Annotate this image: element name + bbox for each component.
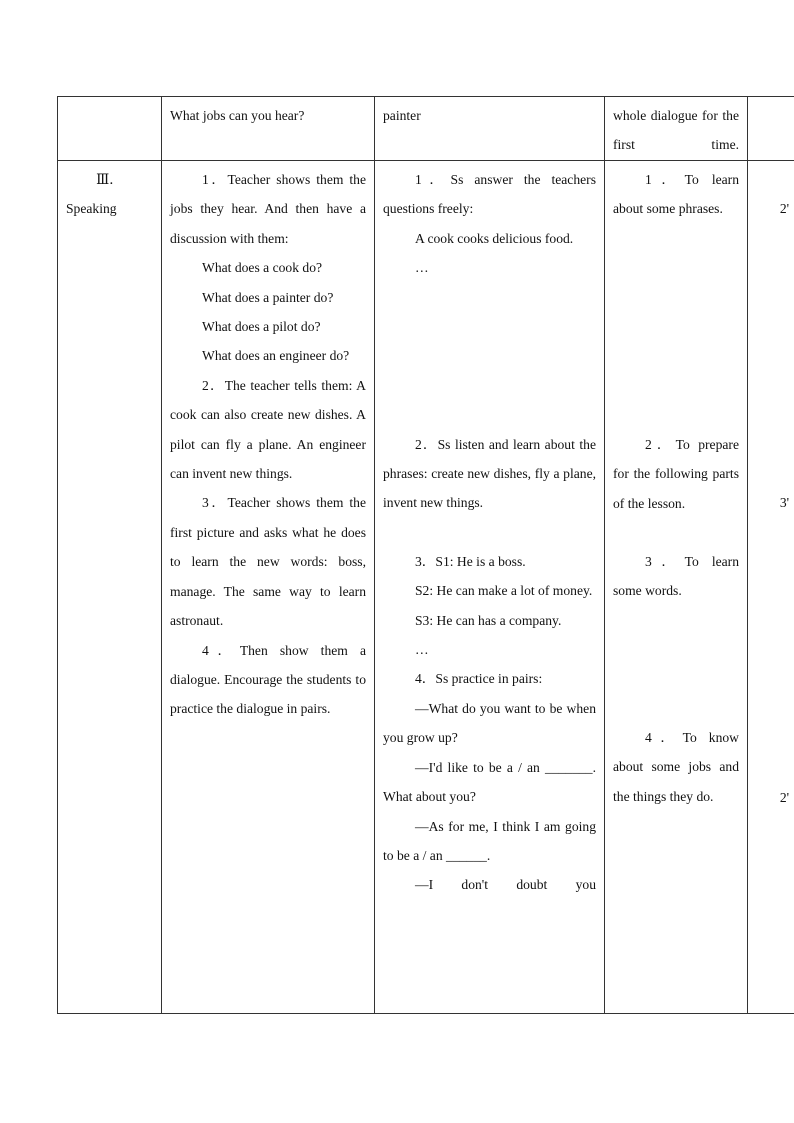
student-activity-cell bbox=[375, 97, 605, 161]
time-2: 3' bbox=[779, 495, 790, 511]
teacher-step-1: 1．Teacher shows them the jobs they hear. And then have a discussion with them: bbox=[170, 172, 366, 246]
student-step-3: 3．S1: He is a boss. bbox=[415, 553, 526, 569]
student-activity-cell bbox=[375, 161, 605, 1014]
teacher-question: What does an engineer do? bbox=[202, 348, 350, 364]
purpose-4: 4．To know about some jobs and the things they do. bbox=[613, 729, 739, 804]
stage-cell bbox=[58, 97, 162, 161]
time-3: 2' bbox=[779, 789, 790, 805]
student-step-1: 1．Ss answer the teachers questions freely: bbox=[383, 172, 596, 217]
student-ellipsis: … bbox=[415, 260, 429, 276]
student-line: S2: He can make a lot of money. bbox=[415, 583, 593, 599]
student-line: S3: He can has a company. bbox=[415, 612, 562, 628]
teacher-step-2: 2．The teacher tells them: A cook can also create new dishes. A pilot can fly a plane. An engineer can invent new things. bbox=[170, 377, 366, 482]
lesson-plan-table bbox=[57, 96, 794, 1014]
student-activity-text: painter bbox=[383, 108, 421, 123]
time-cell bbox=[748, 161, 794, 1014]
dialogue-line: —What do you want to be when you grow up? bbox=[383, 700, 596, 746]
table-row bbox=[58, 97, 794, 161]
purpose-1: 1．To learn about some phrases. bbox=[613, 172, 739, 217]
purpose-2: 2．To prepare for the following parts of the lesson. bbox=[613, 436, 739, 511]
dialogue-line: —I don't doubt you bbox=[415, 877, 596, 893]
stage-number: Ⅲ． bbox=[96, 172, 123, 187]
time-cell bbox=[748, 97, 794, 161]
teacher-step-3: 3．Teacher shows them the first picture and asks what he does to learn the new words: boss, manage. The same way to learn astronaut. bbox=[170, 495, 366, 629]
teacher-activity-text: What jobs can you hear? bbox=[170, 108, 305, 123]
student-line: A cook cooks delicious food. bbox=[415, 230, 574, 246]
table-row bbox=[58, 161, 794, 1014]
dialogue-line: —I'd like to be a / an _______. What about you? bbox=[383, 759, 596, 805]
purpose-3: 3．To learn some words. bbox=[613, 554, 739, 599]
lesson-plan-page bbox=[57, 96, 790, 1014]
student-step-4: 4．Ss practice in pairs: bbox=[415, 671, 543, 687]
stage-name: Speaking bbox=[66, 201, 117, 217]
stage-cell bbox=[58, 161, 162, 1014]
teacher-activity-cell bbox=[162, 161, 375, 1014]
teacher-question: What does a pilot do? bbox=[202, 319, 321, 335]
purpose-cell bbox=[605, 97, 748, 161]
purpose-text: whole dialogue for the first time. bbox=[613, 108, 739, 153]
teacher-question: What does a cook do? bbox=[202, 260, 323, 276]
purpose-cell bbox=[605, 161, 748, 1014]
teacher-question: What does a painter do? bbox=[202, 289, 334, 305]
teacher-step-4: 4．Then show them a dialogue. Encourage the students to practice the dialogue in pairs. bbox=[170, 642, 366, 717]
teacher-activity-cell bbox=[162, 97, 375, 161]
student-ellipsis: … bbox=[415, 642, 429, 658]
student-step-2: 2．Ss listen and learn about the phrases: create new dishes, fly a plane, invent new things. bbox=[383, 436, 596, 511]
time-1: 2' bbox=[779, 201, 790, 216]
dialogue-line: —As for me, I think I am going to be a / an ______. bbox=[383, 818, 596, 863]
